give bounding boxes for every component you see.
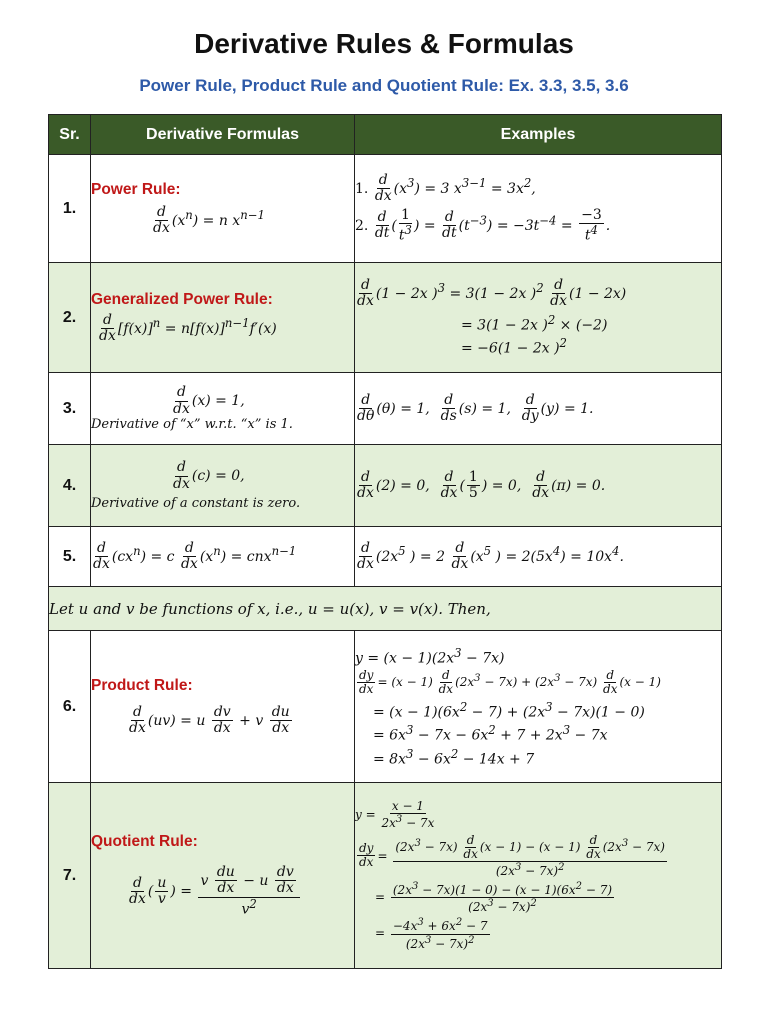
example-cell xyxy=(355,631,722,783)
table-row xyxy=(49,263,722,373)
formula-cell xyxy=(91,631,355,783)
header-examples: Examples xyxy=(355,115,722,155)
formula-cell xyxy=(91,373,355,445)
example: = $6x^3 - 7x - 6x^2 + 7 + 2x^3 - 7x$ xyxy=(373,723,608,744)
example-cell xyxy=(355,373,722,445)
formula-note: Derivative of “x” w.r.t. “x” is 1. xyxy=(91,416,293,432)
header-sr: Sr. xyxy=(49,115,91,155)
formula-note: Derivative of a constant is zero. xyxy=(91,495,301,511)
table-row xyxy=(49,373,722,445)
row-number: 1. xyxy=(49,155,91,263)
example-cell xyxy=(355,527,722,587)
example: = $\frac{-4x^3 + 6x^2 - 7}{(2x^3 - 7x)^2}$ xyxy=(375,917,488,951)
row-number: 3. xyxy=(49,373,91,445)
table-row xyxy=(49,783,722,969)
example: 2. $\frac{d}{dt}$ ( $\frac{1}{t^3}$ ) = $\frac{d}{dt}$ $(t^{-3}) = -3t^{-4}$ = $\frac{-3}{t^4}$ . xyxy=(355,206,611,244)
functions-note: Let u and v be functions of x, i.e., u = u(x), v = v(x). Then, xyxy=(49,587,722,631)
row-number: 6. xyxy=(49,631,91,783)
row-number: 7. xyxy=(49,783,91,969)
formula-cell xyxy=(91,155,355,263)
table-row xyxy=(49,155,722,263)
rule-name: Quotient Rule: xyxy=(91,833,198,851)
example: $\frac{dy}{dx}$ = $(2x^3 - 7x)$ $\frac{d}{dx}$ (x − 1) − (x − 1) $\frac{d}{dx}$ $(2x^3 - 7x)$ $(2x^3 - 7x)^2$ xyxy=(359,832,665,878)
example: $\frac{d}{dx}$ ($2x^5$ ) = 2 $\frac{d}{dx}$ ($x^5$ ) = $2(5x^4) = 10x^4$. xyxy=(357,539,624,572)
example: = −6(1 − 2x )$^2$ xyxy=(461,336,567,358)
example-cell xyxy=(355,783,722,969)
example-cell xyxy=(355,445,722,527)
formula: $\frac{d}{dx}$ $(x^n) = n$ $x^{n-1}$ xyxy=(153,203,265,236)
formula: $\frac{d}{dx}$ $[f(x)]^n = n[f(x)]^{n-1}f'(x)$ xyxy=(99,311,277,344)
example: $\frac{dy}{dx}$ = (x − 1) $\frac{d}{dx}$ $(2x^3 - 7x) + (2x^3 - 7x)$ $\frac{d}{dx}$ (x − 1) xyxy=(359,668,661,697)
header-formulas: Derivative Formulas xyxy=(91,115,355,155)
example: = 3(1 − 2x )$^2$ × (−2) xyxy=(461,312,608,334)
example: $\frac{d}{d\theta}$ (θ) = 1, $\frac{d}{ds}$ (s) = 1, $\frac{d}{dy}$ (y) = 1. xyxy=(357,391,594,424)
table-row xyxy=(49,587,722,631)
example: $\frac{d}{dx}$ (2) = 0, $\frac{d}{dx}$ ( $\frac{1}{5}$ ) = 0, $\frac{d}{dx}$ (π) = 0. xyxy=(357,468,606,501)
formula: $\frac{d}{dx}$ (x) = 1, xyxy=(173,384,245,417)
example-cell xyxy=(355,263,722,373)
rule-name: Generalized Power Rule: xyxy=(91,290,273,308)
formula-cell xyxy=(91,263,355,373)
rule-name: Power Rule: xyxy=(91,180,181,198)
table-row xyxy=(49,527,722,587)
formula: $\frac{d}{dx}$ ( $\frac{u}{v}$ ) = v $\frac{du}{dx}$ − u $\frac{dv}{dx}$ $v^2$ xyxy=(91,865,354,918)
formula-cell xyxy=(91,445,355,527)
example-cell xyxy=(355,155,722,263)
row-number: 5. xyxy=(49,527,91,587)
formula: $\frac{d}{dx}$ (c) = 0, xyxy=(173,459,245,492)
page-title: Derivative Rules & Formulas xyxy=(194,28,574,59)
example: 1. $\frac{d}{dx}$ $(x^3) = 3$ $x^{3-1} = 3x^2$, xyxy=(355,171,536,205)
example: $\frac{d}{dx}$ (1 − 2x )$^3$ = 3(1 − 2x )$^2$ $\frac{d}{dx}$ (1 − 2x) xyxy=(357,276,627,310)
table-row xyxy=(49,631,722,783)
rules-table xyxy=(48,114,722,969)
formula-cell xyxy=(91,783,355,969)
rule-name: Product Rule: xyxy=(91,676,193,694)
row-number: 2. xyxy=(49,263,91,373)
example: = $\frac{(2x^3 - 7x)(1 - 0) - (x - 1)(6x^2 - 7)}{(2x^3 - 7x)^2}$ xyxy=(375,881,613,915)
table-header-row xyxy=(49,115,722,155)
formula: $\frac{d}{dx}$ (uv) = u $\frac{dv}{dx}$ + v $\frac{du}{dx}$ xyxy=(129,703,290,736)
example: y = $\frac{x - 1}{2x^3 - 7x}$ xyxy=(355,799,435,831)
example: = $8x^3 - 6x^2 - 14x + 7$ xyxy=(373,746,535,768)
formula: $\frac{d}{dx}$ $(cx^n) = c$ $\frac{d}{dx}$ $(x^n) = cnx^{n-1}$ xyxy=(93,539,297,572)
page-subtitle: Power Rule, Product Rule and Quotient Rule: Ex. 3.3, 3.5, 3.6 xyxy=(139,76,629,95)
table-row xyxy=(49,445,722,527)
example: $y = (x - 1)(2x^3 - 7x)$ xyxy=(355,645,505,667)
example: = $(x - 1)(6x^2 - 7) + (2x^3 - 7x)(1 - 0)$ xyxy=(373,699,645,721)
row-number: 4. xyxy=(49,445,91,527)
formula-cell xyxy=(91,527,355,587)
